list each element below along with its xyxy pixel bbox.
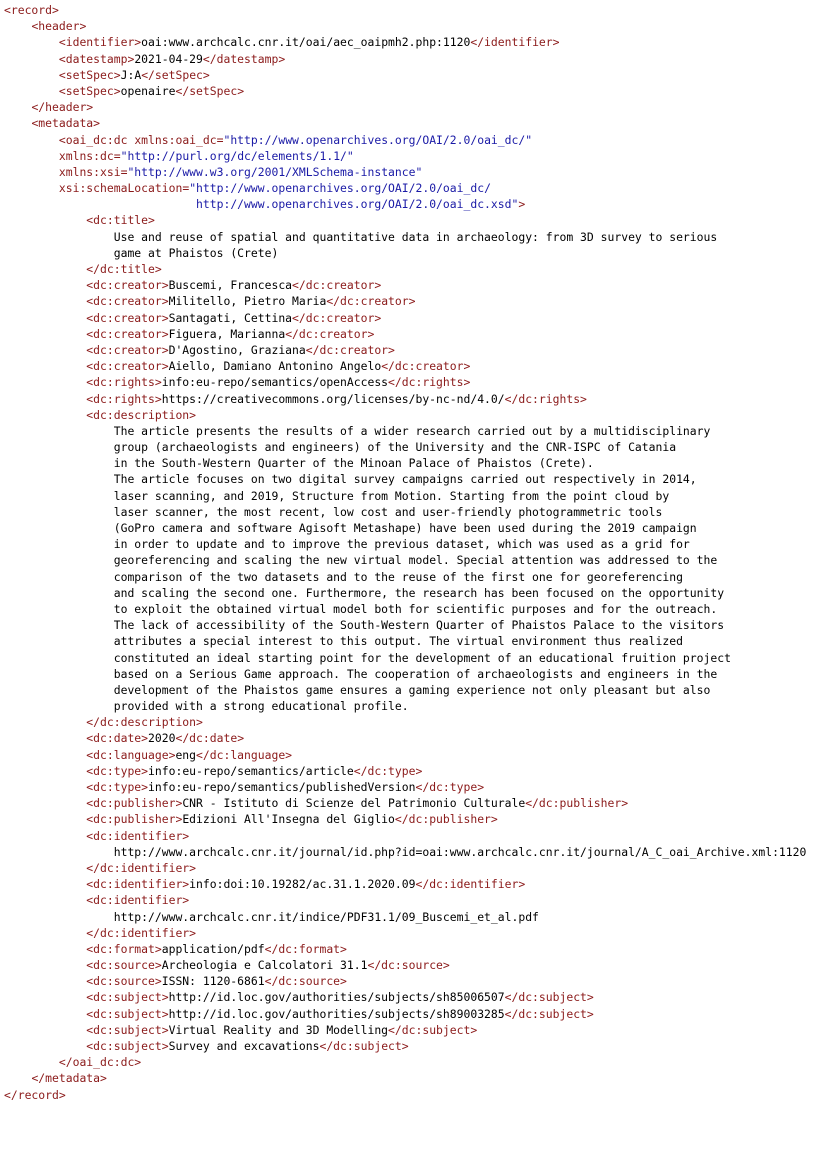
xml-text: based on a Serious Game approach. The cooperation of archaeologists and engineers in the bbox=[113, 666, 718, 681]
xml-tag: </datestamp> bbox=[202, 51, 286, 66]
xml-tag: </dc:type> bbox=[353, 763, 423, 778]
xml-text: The article presents the results of a wider research carried out by a multidisciplinary bbox=[113, 423, 711, 438]
xml-text: Santagati, Cettina bbox=[168, 310, 293, 325]
indent bbox=[4, 602, 114, 616]
indent bbox=[4, 359, 86, 373]
code-line bbox=[4, 471, 837, 487]
code-line bbox=[4, 892, 837, 908]
indent bbox=[4, 1071, 31, 1085]
indent bbox=[4, 246, 114, 260]
xml-tag: <dc:rights> bbox=[86, 391, 162, 406]
xml-tag: <setSpec> bbox=[58, 83, 121, 98]
indent bbox=[4, 586, 114, 600]
code-line bbox=[4, 601, 837, 617]
xml-text: Virtual Reality and 3D Modelling bbox=[168, 1022, 389, 1037]
code-line bbox=[4, 2, 837, 18]
indent bbox=[4, 440, 114, 454]
xml-text: constituted an ideal starting point for the development of an educational fruition project bbox=[113, 650, 731, 665]
code-line bbox=[4, 51, 837, 67]
xml-tag: <dc:identifier> bbox=[86, 828, 190, 843]
indent bbox=[4, 845, 114, 859]
xml-text: to exploit the obtained virtual model both for scientific purposes and for the outreach. bbox=[113, 601, 718, 616]
xml-tag: </dc:subject> bbox=[504, 1006, 594, 1021]
code-line bbox=[4, 714, 837, 730]
indent bbox=[4, 343, 86, 357]
xml-text: info:eu-repo/semantics/article bbox=[148, 763, 354, 778]
indent bbox=[4, 926, 86, 940]
indent bbox=[4, 1055, 59, 1069]
indent bbox=[4, 731, 86, 745]
xml-tag: <dc:subject> bbox=[86, 1039, 169, 1053]
code-line bbox=[4, 261, 837, 277]
code-line bbox=[4, 212, 837, 228]
xml-tag: </dc:title> bbox=[86, 262, 162, 276]
indent bbox=[4, 634, 114, 648]
code-line bbox=[4, 828, 837, 844]
indent bbox=[4, 68, 59, 82]
indent bbox=[4, 974, 86, 988]
indent bbox=[4, 133, 59, 147]
indent bbox=[4, 165, 59, 179]
code-line bbox=[4, 310, 837, 326]
xml-tag: </dc:creator> bbox=[292, 310, 382, 325]
indent bbox=[4, 715, 86, 729]
xml-attribute-value: "http://www.openarchives.org/OAI/2.0/oai_dc/ bbox=[189, 181, 491, 196]
indent bbox=[4, 213, 86, 227]
xml-tag: </dc:creator> bbox=[305, 342, 395, 357]
xml-tag: </dc:source> bbox=[367, 958, 450, 973]
indent bbox=[4, 19, 31, 33]
code-line bbox=[4, 504, 837, 520]
xml-tag: <dc:language> bbox=[86, 747, 176, 762]
indent bbox=[4, 877, 86, 891]
indent bbox=[4, 505, 114, 519]
xml-tag: </dc:type> bbox=[415, 780, 485, 794]
code-line bbox=[4, 876, 837, 892]
code-line bbox=[4, 811, 837, 827]
xml-tag: </dc:creator> bbox=[381, 359, 471, 374]
code-line bbox=[4, 229, 837, 245]
code-line bbox=[4, 909, 837, 925]
xml-tag: </oai_dc:dc> bbox=[58, 1055, 142, 1070]
indent bbox=[4, 893, 86, 907]
xml-attribute: xmlns:xsi= bbox=[58, 164, 128, 179]
indent bbox=[4, 262, 86, 276]
xml-attribute-value: http://www.openarchives.org/OAI/2.0/oai_dc.xsd" bbox=[58, 197, 519, 212]
code-line bbox=[4, 180, 837, 196]
indent bbox=[4, 521, 114, 535]
code-line bbox=[4, 439, 837, 455]
xml-tag: <dc:identifier> bbox=[86, 877, 190, 892]
indent bbox=[4, 489, 114, 503]
xml-tag: </header> bbox=[31, 100, 94, 115]
xml-text: openaire bbox=[120, 83, 176, 98]
code-line bbox=[4, 196, 837, 212]
xml-tag: </dc:publisher> bbox=[525, 796, 629, 811]
xml-attribute: xmlns:dc= bbox=[58, 148, 121, 163]
xml-tag: <dc:publisher> bbox=[86, 796, 183, 811]
xml-tag: </metadata> bbox=[31, 1071, 107, 1086]
xml-tag: <header> bbox=[31, 19, 87, 34]
code-line bbox=[4, 552, 837, 568]
xml-tag: </dc:format> bbox=[264, 941, 347, 956]
xml-tag: </dc:creator> bbox=[326, 294, 416, 309]
xml-tag: <dc:identifier> bbox=[86, 893, 190, 908]
xml-tag: </dc:source> bbox=[264, 974, 347, 989]
xml-text: The article focuses on two digital survey campaigns carried out respectively in 2014, bbox=[113, 472, 697, 487]
xml-text: provided with a strong educational profile. bbox=[113, 699, 409, 714]
code-line bbox=[4, 666, 837, 682]
xml-tag: </dc:language> bbox=[196, 747, 293, 762]
xml-tag: </setSpec> bbox=[141, 67, 210, 82]
xml-text: ISSN: 1120-6861 bbox=[161, 974, 265, 989]
xml-tag: <dc:subject> bbox=[86, 1022, 169, 1037]
code-line bbox=[4, 633, 837, 649]
indent bbox=[4, 958, 86, 972]
xml-attribute-value: "http://purl.org/dc/elements/1.1/" bbox=[120, 148, 354, 163]
indent bbox=[4, 990, 86, 1004]
xml-text: http://www.archcalc.cnr.it/journal/id.php?id=oai:www.archcalc.cnr.it/journal/A_C_oai_Archive.xml:1120 bbox=[113, 844, 807, 859]
code-line bbox=[4, 730, 837, 746]
xml-text: development of the Phaistos game ensures a gaming experience not only pleasant but also bbox=[113, 682, 711, 697]
code-line bbox=[4, 650, 837, 666]
indent bbox=[4, 100, 31, 114]
indent bbox=[4, 764, 86, 778]
xml-tag: <dc:source> bbox=[86, 958, 162, 973]
code-line bbox=[4, 488, 837, 504]
xml-tag: </dc:subject> bbox=[504, 990, 594, 1005]
code-line bbox=[4, 779, 837, 795]
code-line bbox=[4, 860, 837, 876]
indent bbox=[4, 942, 86, 956]
code-line bbox=[4, 1070, 837, 1086]
code-line bbox=[4, 99, 837, 115]
xml-text: The lack of accessibility of the South-Western Quarter of Phaistos Palace to the visitors bbox=[113, 618, 725, 633]
xml-tag: <dc:creator> bbox=[86, 326, 169, 341]
xml-tag: <oai_dc:dc bbox=[58, 132, 135, 147]
xml-text: Figuera, Marianna bbox=[168, 326, 286, 341]
indent bbox=[4, 1023, 86, 1037]
xml-text: Edizioni All'Insegna del Giglio bbox=[182, 812, 395, 827]
indent bbox=[4, 910, 114, 924]
code-line bbox=[4, 423, 837, 439]
code-line bbox=[4, 925, 837, 941]
code-line bbox=[4, 358, 837, 374]
xml-tag: <dc:subject> bbox=[86, 990, 169, 1005]
xml-attribute: xmlns:oai_dc= bbox=[134, 132, 224, 147]
xml-tag: </dc:identifier> bbox=[86, 860, 197, 875]
xml-text: info:eu-repo/semantics/publishedVersion bbox=[148, 780, 416, 794]
indent bbox=[4, 197, 59, 211]
indent bbox=[4, 52, 59, 66]
code-line bbox=[4, 407, 837, 423]
xml-tag: <dc:type> bbox=[86, 763, 149, 778]
xml-tag: <dc:creator> bbox=[86, 294, 169, 309]
indent bbox=[4, 375, 86, 389]
xml-text: georeferencing and scaling the new virtual model. Special attention was addressed to the bbox=[113, 553, 718, 568]
xml-text: and scaling the second one. Furthermore, the research has been focused on the opportunity bbox=[113, 585, 725, 600]
indent bbox=[4, 116, 31, 130]
xml-text: https://creativecommons.org/licenses/by-nc-nd/4.0/ bbox=[161, 391, 505, 406]
xml-tag: </dc:identifier> bbox=[86, 925, 197, 940]
indent bbox=[4, 35, 59, 49]
xml-tag: </dc:identifier> bbox=[415, 877, 526, 892]
indent bbox=[4, 812, 86, 826]
code-line bbox=[4, 455, 837, 471]
indent bbox=[4, 408, 86, 422]
xml-tag: <dc:format> bbox=[86, 941, 162, 956]
code-line bbox=[4, 34, 837, 50]
xml-tag: <dc:rights> bbox=[86, 375, 162, 390]
code-line bbox=[4, 795, 837, 811]
xml-text: (GoPro camera and software Agisoft Metashape) have been used during the 2019 campaign bbox=[113, 521, 697, 535]
indent bbox=[4, 472, 114, 486]
code-line bbox=[4, 18, 837, 34]
code-line bbox=[4, 747, 837, 763]
indent bbox=[4, 392, 86, 406]
xml-tag: <metadata> bbox=[31, 116, 101, 131]
code-line bbox=[4, 115, 837, 131]
xml-text: comparison of the two datasets and to the reuse of the first one for georeferencing bbox=[113, 569, 683, 584]
code-line bbox=[4, 520, 837, 536]
xml-tag: </record> bbox=[4, 1087, 66, 1102]
xml-text: Survey and excavations bbox=[168, 1039, 320, 1053]
code-line bbox=[4, 585, 837, 601]
indent bbox=[4, 456, 114, 470]
code-line bbox=[4, 277, 837, 293]
code-line bbox=[4, 342, 837, 358]
indent bbox=[4, 424, 114, 438]
code-line bbox=[4, 293, 837, 309]
indent bbox=[4, 699, 114, 713]
xml-attribute: xsi:schemaLocation= bbox=[58, 181, 190, 196]
code-line bbox=[4, 617, 837, 633]
code-line bbox=[4, 67, 837, 83]
xml-text: Buscemi, Francesca bbox=[168, 278, 293, 293]
xml-tag: <dc:date> bbox=[86, 731, 149, 746]
indent bbox=[4, 1039, 86, 1053]
xml-tag: </dc:creator> bbox=[292, 278, 382, 293]
indent bbox=[4, 553, 114, 567]
xml-text: Archeologia e Calcolatori 31.1 bbox=[161, 958, 368, 973]
indent bbox=[4, 748, 86, 762]
xml-tag: > bbox=[518, 197, 526, 212]
indent bbox=[4, 327, 86, 341]
xml-tag: <dc:description> bbox=[86, 407, 197, 422]
xml-text: Use and reuse of spatial and quantitative data in archaeology: from 3D survey to serious bbox=[113, 229, 718, 244]
xml-text: in order to update and to improve the previous dataset, which was used as a grid for bbox=[113, 537, 690, 552]
xml-tag: </dc:description> bbox=[86, 715, 203, 730]
xml-tag: <dc:creator> bbox=[86, 278, 169, 293]
code-line bbox=[4, 83, 837, 99]
xml-tag: <setSpec> bbox=[58, 67, 121, 82]
xml-text: in the South-Western Quarter of the Minoan Palace of Phaistos (Crete). bbox=[113, 456, 594, 471]
code-line bbox=[4, 1087, 837, 1103]
code-line bbox=[4, 973, 837, 989]
indent bbox=[4, 278, 86, 292]
xml-tag: <dc:type> bbox=[86, 780, 149, 794]
xml-text: 2020 bbox=[148, 731, 176, 746]
xml-text: application/pdf bbox=[161, 941, 265, 956]
xml-tag: </identifier> bbox=[470, 35, 560, 50]
xml-tag: </dc:subject> bbox=[388, 1022, 478, 1037]
xml-text: game at Phaistos (Crete) bbox=[113, 245, 279, 260]
xml-text: laser scanner, the most recent, low cost and user-friendly photogrammetric tools bbox=[113, 504, 663, 519]
xml-text: Aiello, Damiano Antonino Angelo bbox=[168, 359, 382, 374]
xml-text: laser scanning, and 2019, Structure from Motion. Starting from the point cloud by bbox=[113, 488, 670, 503]
indent bbox=[4, 230, 114, 244]
code-line bbox=[4, 391, 837, 407]
indent bbox=[4, 780, 86, 794]
xml-tag: <dc:creator> bbox=[86, 359, 169, 374]
code-line bbox=[4, 763, 837, 779]
code-line bbox=[4, 989, 837, 1005]
xml-text: eng bbox=[175, 747, 197, 762]
xml-text: 2021-04-29 bbox=[134, 51, 203, 66]
xml-text: Militello, Pietro Maria bbox=[168, 294, 327, 309]
xml-tag: </dc:rights> bbox=[388, 375, 471, 390]
code-line bbox=[4, 374, 837, 390]
xml-text: info:doi:10.19282/ac.31.1.2020.09 bbox=[189, 877, 416, 892]
code-line bbox=[4, 148, 837, 164]
xml-tag: </dc:rights> bbox=[504, 391, 587, 406]
indent bbox=[4, 1007, 86, 1021]
code-line bbox=[4, 682, 837, 698]
code-line bbox=[4, 164, 837, 180]
indent bbox=[4, 618, 114, 632]
xml-tag: <record> bbox=[4, 3, 59, 17]
xml-tag: <dc:title> bbox=[86, 213, 155, 228]
xml-text: http://www.archcalc.cnr.it/indice/PDF31.1/09_Buscemi_et_al.pdf bbox=[113, 909, 539, 924]
code-line bbox=[4, 1022, 837, 1038]
indent bbox=[4, 294, 86, 308]
code-line bbox=[4, 326, 837, 342]
code-line bbox=[4, 1006, 837, 1022]
indent bbox=[4, 796, 86, 810]
indent bbox=[4, 651, 114, 665]
indent bbox=[4, 181, 59, 195]
indent bbox=[4, 84, 59, 98]
indent bbox=[4, 149, 59, 163]
xml-text: J:A bbox=[120, 67, 142, 82]
xml-text: info:eu-repo/semantics/openAccess bbox=[161, 375, 389, 390]
indent bbox=[4, 829, 86, 843]
xml-tag: <dc:publisher> bbox=[86, 812, 183, 827]
xml-text: oai:www.archcalc.cnr.it/oai/aec_oaipmh2.php:1120 bbox=[141, 35, 471, 50]
code-line bbox=[4, 941, 837, 957]
xml-tag: <dc:creator> bbox=[86, 310, 169, 325]
xml-tag: </setSpec> bbox=[175, 83, 245, 98]
code-line bbox=[4, 536, 837, 552]
xml-attribute-value: "http://www.w3.org/2001/XMLSchema-instance" bbox=[127, 164, 423, 179]
code-line bbox=[4, 698, 837, 714]
xml-tag: </dc:date> bbox=[175, 731, 245, 746]
indent bbox=[4, 667, 114, 681]
xml-tag: <datestamp> bbox=[58, 51, 135, 66]
code-line bbox=[4, 245, 837, 261]
code-line bbox=[4, 132, 837, 148]
code-line bbox=[4, 844, 837, 860]
xml-text: http://id.loc.gov/authorities/subjects/sh89003285 bbox=[168, 1006, 505, 1021]
xml-tag: </dc:creator> bbox=[285, 326, 375, 341]
xml-text: attributes a special interest to this output. The virtual environment thus realized bbox=[113, 634, 683, 649]
xml-tag: <dc:subject> bbox=[86, 1006, 169, 1021]
indent bbox=[4, 537, 114, 551]
xml-text: group (archaeologists and engineers) of the University and the CNR-ISPC of Catania bbox=[113, 440, 677, 455]
indent bbox=[4, 683, 114, 697]
xml-tag: </dc:publisher> bbox=[394, 812, 498, 827]
xml-tag: <identifier> bbox=[58, 35, 142, 50]
xml-tag: <dc:source> bbox=[86, 974, 162, 989]
xml-text: D'Agostino, Graziana bbox=[168, 342, 306, 357]
code-line bbox=[4, 569, 837, 585]
xml-text: CNR - Istituto di Scienze del Patrimonio Culturale bbox=[182, 796, 526, 811]
xml-tag: <dc:creator> bbox=[86, 342, 169, 357]
code-line bbox=[4, 1038, 837, 1054]
indent bbox=[4, 861, 86, 875]
xml-tag: </dc:subject> bbox=[319, 1039, 409, 1053]
xml-text: http://id.loc.gov/authorities/subjects/sh85006507 bbox=[168, 990, 505, 1005]
xml-attribute-value: "http://www.openarchives.org/OAI/2.0/oai_dc/" bbox=[223, 132, 533, 147]
indent bbox=[4, 570, 114, 584]
code-line bbox=[4, 1054, 837, 1070]
code-line bbox=[4, 957, 837, 973]
indent bbox=[4, 311, 86, 325]
